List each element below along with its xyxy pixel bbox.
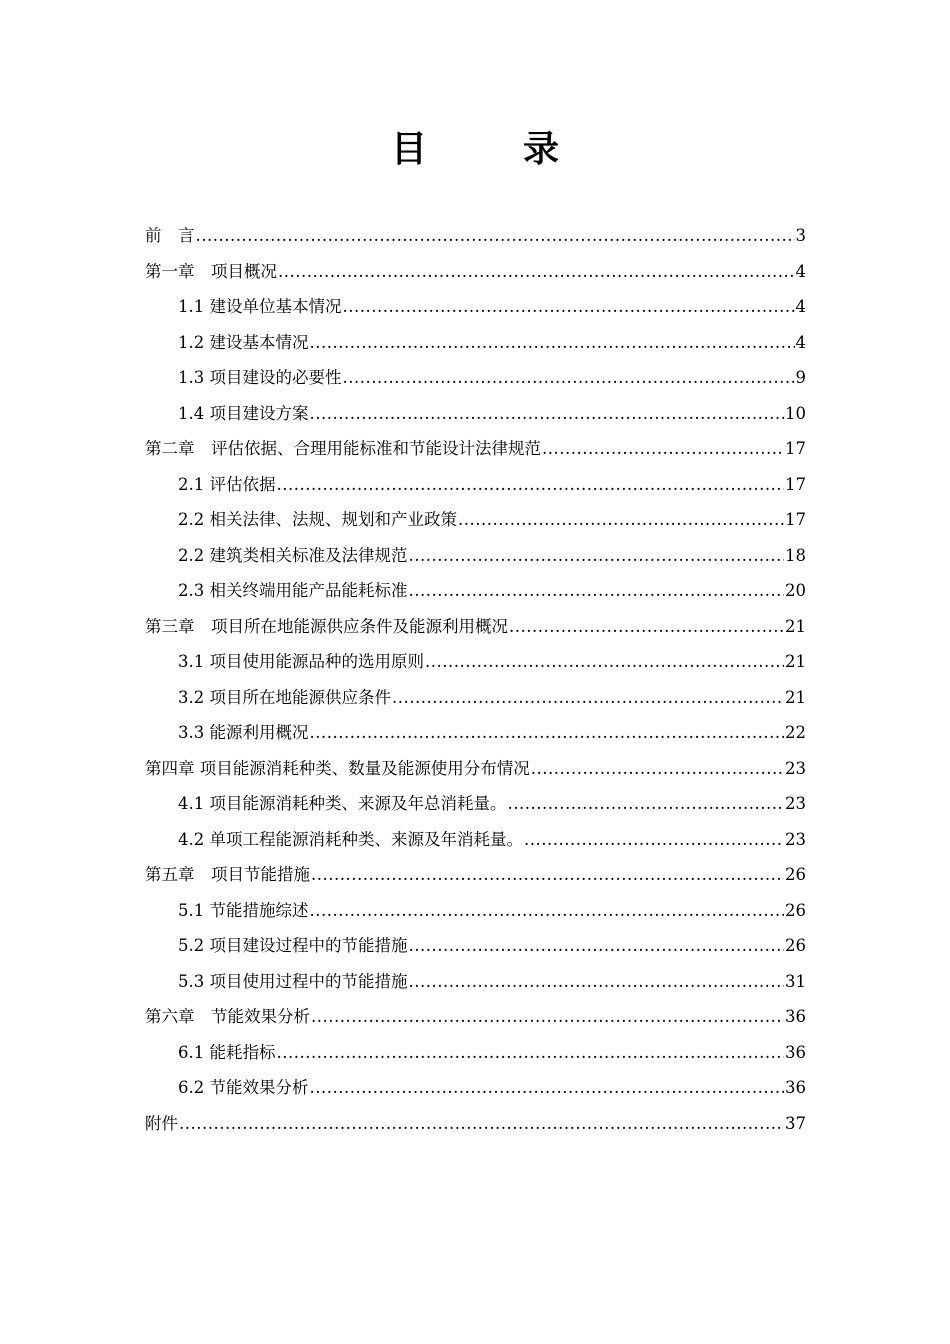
toc-page-number: 17	[785, 439, 806, 458]
toc-dot-leader	[277, 467, 785, 503]
toc-dot-leader	[509, 609, 784, 645]
toc-entry-label: 1.2 建设基本情况	[178, 332, 309, 352]
toc-dot-leader	[310, 1070, 785, 1106]
page-title: 目 录	[390, 129, 589, 170]
toc-dot-leader	[179, 1106, 784, 1142]
toc-entry-label: 第六章 节能效果分析	[145, 1007, 310, 1026]
toc-entry-label: 1.4 项目建设方案	[178, 403, 309, 423]
toc-page-number: 4	[795, 261, 806, 281]
toc-page-number: 37	[785, 1113, 806, 1133]
toc-dot-leader	[310, 325, 795, 361]
toc-section-entry[interactable]	[145, 893, 806, 929]
toc-dot-leader	[542, 431, 784, 467]
toc-dot-leader	[311, 857, 784, 893]
toc-section-entry[interactable]	[145, 644, 806, 680]
toc-page-number: 20	[785, 581, 806, 600]
toc-entry-label: 5.3 项目使用过程中的节能措施	[178, 971, 408, 991]
toc-page-number: 36	[785, 1078, 806, 1097]
toc-section-entry[interactable]	[145, 502, 806, 538]
toc-section-entry[interactable]	[145, 822, 806, 858]
toc-entry-label: 1.1 建设单位基本情况	[178, 297, 342, 316]
toc-entry-label: 2.2 相关法律、法规、规划和产业政策	[178, 510, 457, 529]
toc-dot-leader	[196, 218, 795, 254]
toc-page-number: 21	[785, 616, 806, 636]
toc-dot-leader	[409, 538, 785, 574]
toc-entry-label: 3.2 项目所在地能源供应条件	[178, 687, 391, 707]
toc-dot-leader	[531, 751, 784, 787]
toc-page-number: 36	[785, 1007, 806, 1026]
toc-page-number: 36	[785, 1042, 806, 1062]
toc-entry-label: 4.1 项目能源消耗种类、来源及年总消耗量。	[178, 794, 507, 813]
toc-chapter-entry[interactable]	[145, 857, 806, 893]
toc-dot-leader	[508, 786, 785, 822]
toc-section-entry[interactable]	[145, 1035, 806, 1071]
toc-entry-label: 1.3 项目建设的必要性	[178, 368, 342, 387]
toc-page-number: 21	[785, 652, 806, 671]
toc-chapter-entry[interactable]	[145, 254, 806, 290]
toc-dot-leader	[343, 289, 795, 325]
toc-entry-label: 3.3 能源利用概况	[178, 723, 309, 742]
toc-dot-leader	[524, 822, 784, 858]
toc-dot-leader	[277, 1035, 785, 1071]
toc-dot-leader	[458, 502, 784, 538]
toc-section-entry[interactable]	[145, 786, 806, 822]
toc-page-number: 17	[785, 510, 806, 529]
toc-page-number: 4	[795, 297, 806, 316]
toc-section-entry[interactable]	[145, 325, 806, 361]
toc-section-entry[interactable]	[145, 396, 806, 432]
toc-chapter-entry[interactable]	[145, 431, 806, 467]
toc-page-number: 10	[785, 403, 806, 423]
toc-section-entry[interactable]	[145, 928, 806, 964]
toc-chapter-entry[interactable]	[145, 218, 806, 254]
toc-section-entry[interactable]	[145, 680, 806, 716]
toc-page-number: 26	[785, 865, 806, 884]
toc-section-entry[interactable]	[145, 467, 806, 503]
toc-section-entry[interactable]	[145, 715, 806, 751]
toc-page-number: 3	[795, 226, 806, 245]
toc-entry-label: 6.2 节能效果分析	[178, 1078, 309, 1097]
toc-section-entry[interactable]	[145, 289, 806, 325]
toc-dot-leader	[392, 680, 784, 716]
toc-entry-label: 附件	[145, 1113, 178, 1133]
toc-entry-label: 5.2 项目建设过程中的节能措施	[178, 936, 408, 955]
toc-page-number: 18	[785, 545, 806, 565]
toc-entry-label: 前 言	[145, 226, 195, 245]
toc-section-entry[interactable]	[145, 573, 806, 609]
toc-page-number: 31	[785, 971, 806, 991]
toc-chapter-entry[interactable]	[145, 609, 806, 645]
toc-dot-leader	[409, 573, 785, 609]
toc-page-number: 21	[785, 687, 806, 707]
toc-page-number: 17	[785, 474, 806, 494]
toc-section-entry[interactable]	[145, 360, 806, 396]
toc-dot-leader	[278, 254, 795, 290]
toc-dot-leader	[343, 360, 795, 396]
toc-page-number: 23	[785, 794, 806, 813]
toc-entry-label: 2.1 评估依据	[178, 474, 276, 494]
table-of-contents	[145, 218, 806, 1141]
toc-page-number: 4	[795, 332, 806, 352]
toc-section-entry[interactable]	[145, 1070, 806, 1106]
toc-dot-leader	[310, 893, 785, 929]
toc-page-number: 26	[785, 936, 806, 955]
toc-entry-label: 第三章 项目所在地能源供应条件及能源利用概况	[145, 616, 508, 636]
toc-entry-label: 第五章 项目节能措施	[145, 865, 310, 884]
toc-chapter-entry[interactable]	[145, 1106, 806, 1142]
toc-chapter-entry[interactable]	[145, 751, 806, 787]
toc-entry-label: 3.1 项目使用能源品种的选用原则	[178, 652, 424, 671]
toc-entry-label: 4.2 单项工程能源消耗种类、来源及年消耗量。	[178, 829, 523, 849]
toc-entry-label: 第四章 项目能源消耗种类、数量及能源使用分布情况	[145, 758, 530, 778]
toc-chapter-entry[interactable]	[145, 999, 806, 1035]
toc-section-entry[interactable]	[145, 964, 806, 1000]
toc-entry-label: 6.1 能耗指标	[178, 1042, 276, 1062]
toc-entry-label: 2.2 建筑类相关标准及法律规范	[178, 545, 408, 565]
toc-page-number: 23	[785, 829, 806, 849]
toc-dot-leader	[425, 644, 784, 680]
toc-dot-leader	[310, 715, 785, 751]
toc-dot-leader	[311, 999, 784, 1035]
toc-section-entry[interactable]	[145, 538, 806, 574]
toc-dot-leader	[310, 396, 785, 432]
toc-entry-label: 第二章 评估依据、合理用能标准和节能设计法律规范	[145, 439, 541, 458]
toc-dot-leader	[409, 964, 785, 1000]
toc-page-number: 23	[785, 758, 806, 778]
toc-page-number: 26	[785, 900, 806, 920]
toc-page-number: 9	[795, 368, 806, 387]
toc-entry-label: 第一章 项目概况	[145, 261, 277, 281]
toc-entry-label: 5.1 节能措施综述	[178, 900, 309, 920]
toc-page-number: 22	[785, 723, 806, 742]
toc-entry-label: 2.3 相关终端用能产品能耗标准	[178, 581, 408, 600]
toc-dot-leader	[409, 928, 785, 964]
